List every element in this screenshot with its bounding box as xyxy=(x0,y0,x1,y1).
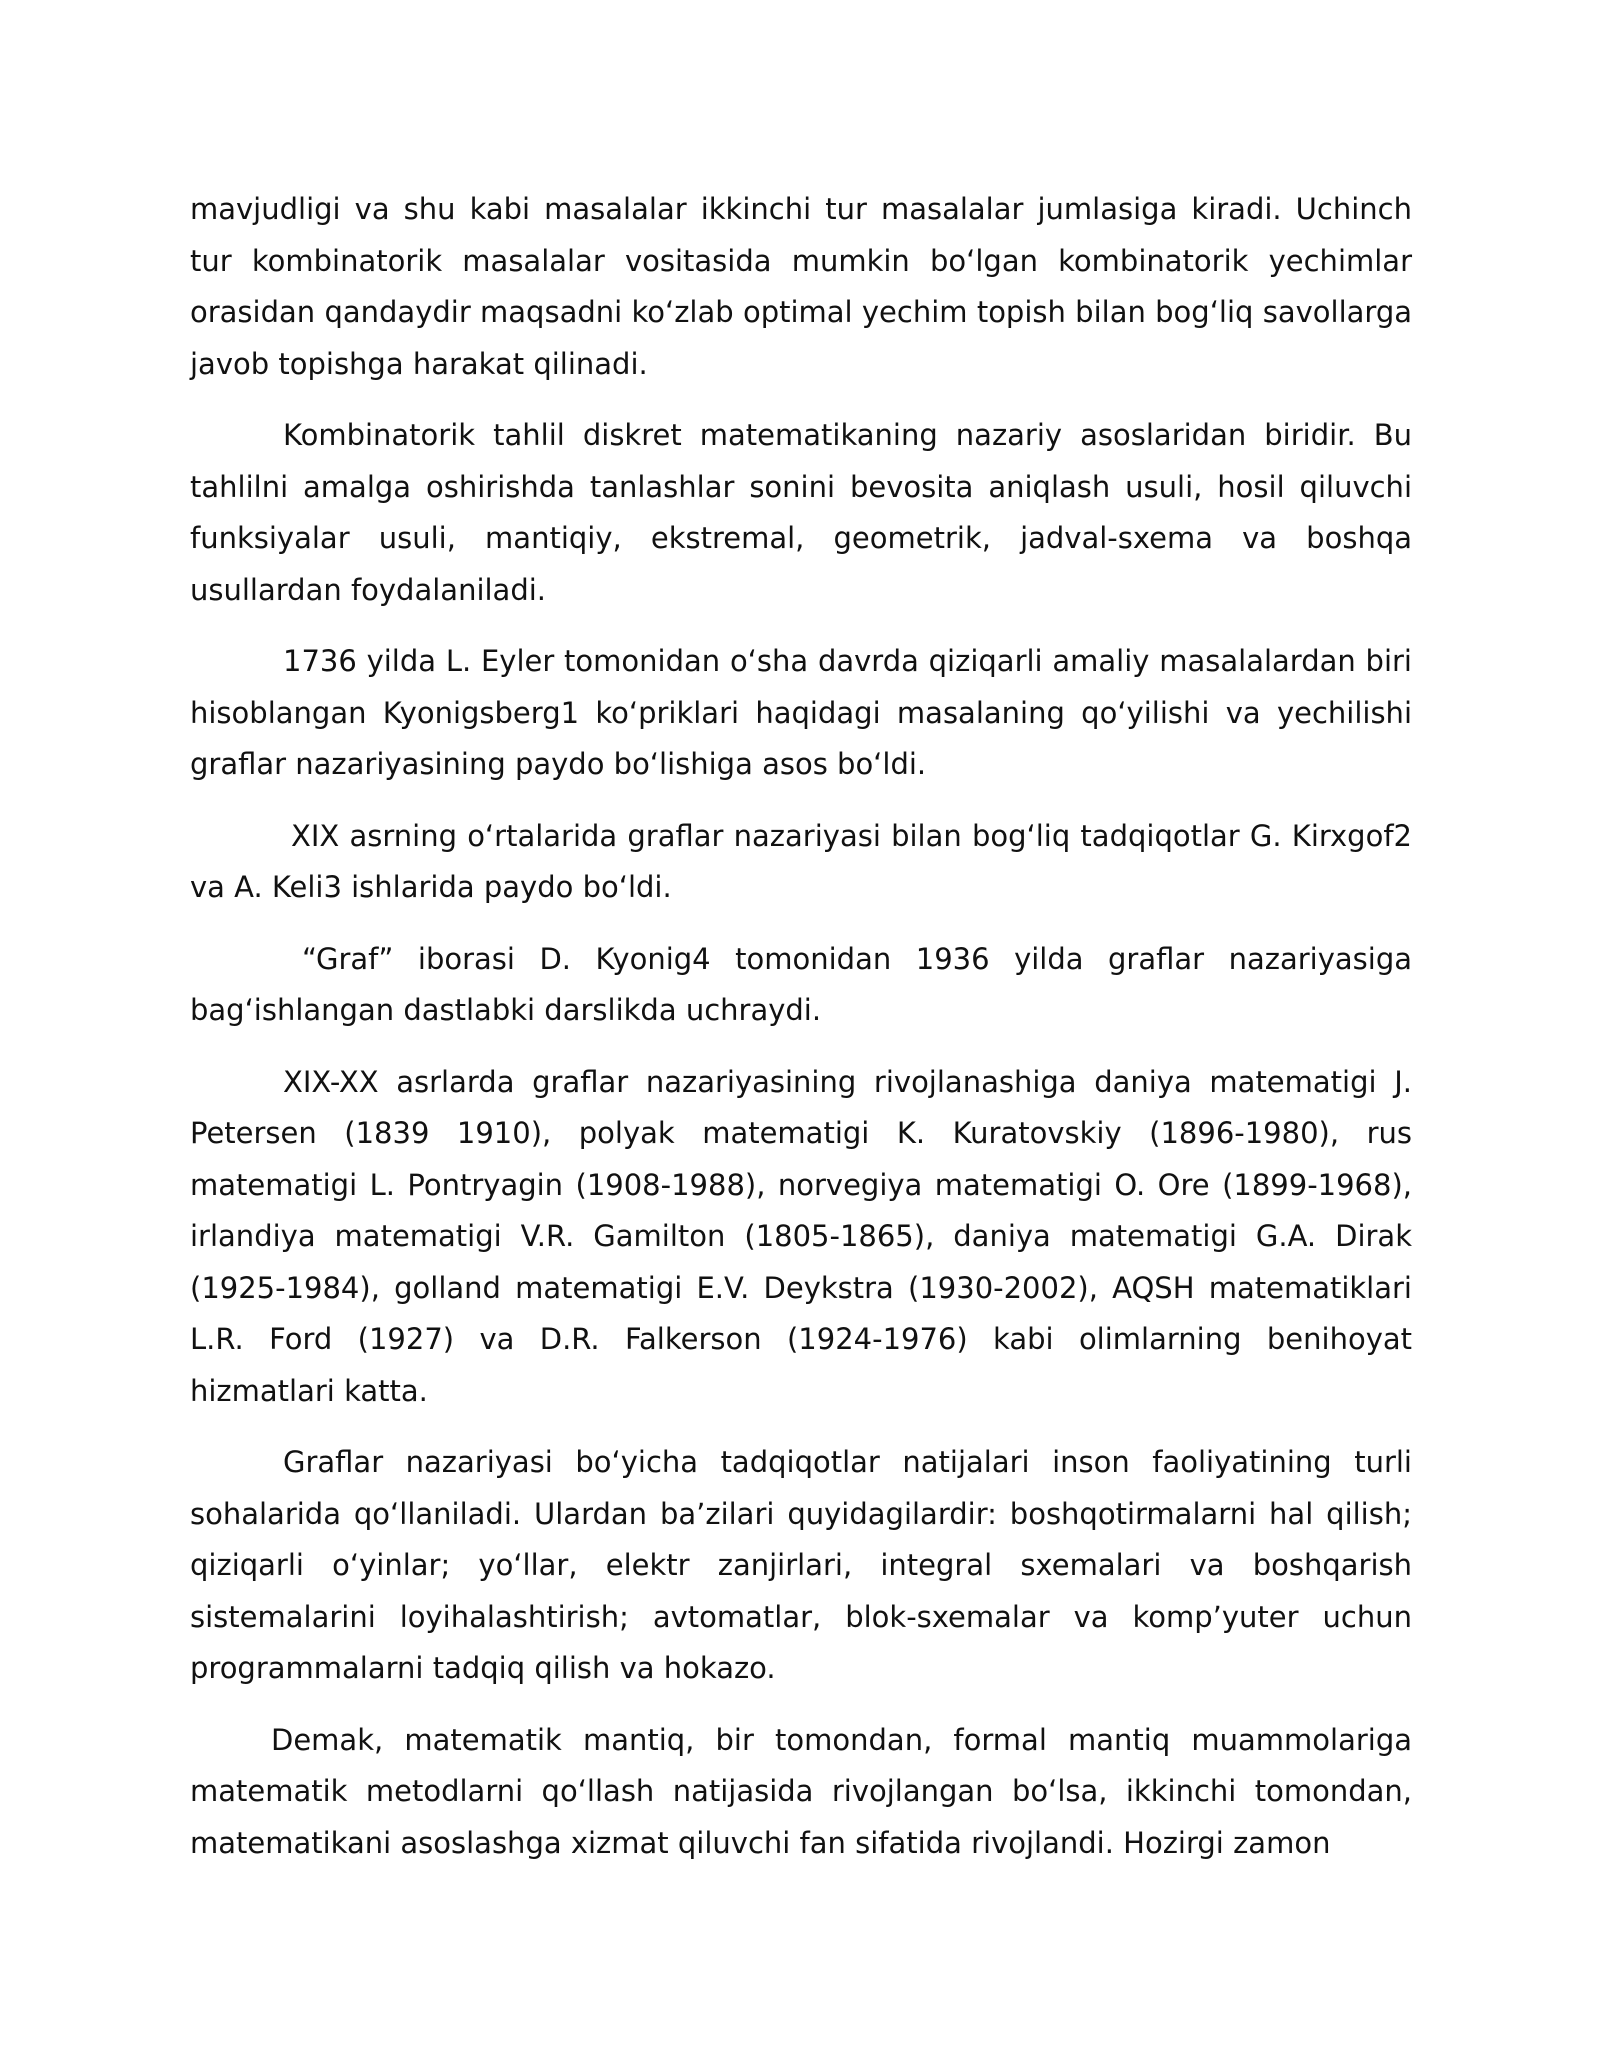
paragraph-7: Graflar nazariyasi bo‘yicha tadqiqotlar natijalari inson faoliyatining turli sohalarida qo‘llaniladi. Ulardan ba’zilari quyidagilardir: boshqotirmalarni hal qilish; qiziqarli o‘yinlar; yo‘llar, elektr zanjirlari, integral sxemalari va boshqarish sistemalarini loyihalashtirish; avtomatlar, blok-sxemalar va komp’yuter uchun programmalarni tadqiq qilish va hokazo. xyxy=(190,1445,1412,1685)
paragraph-2: Kombinatorik tahlil diskret matematikaning nazariy asoslaridan biridir. Bu tahlilni amalga oshirishda tanlashlar sonini bevosita aniqlash usuli, hosil qiluvchi funksiyalar usuli, mantiqiy, ekstremal, geometrik, jadval-sxema va boshqa usullardan foydalaniladi. xyxy=(190,418,1412,607)
document-body xyxy=(190,184,1412,1889)
paragraph-6: XIX-XX asrlarda graflar nazariyasining rivojlanashiga daniya matematigi J. Petersen (1839 1910), polyak matematigi K. Kuratovskiy (1896-1980), rus matematigi L. Pontryagin (1908-1988), norvegiya matematigi O. Ore (1899-1968), irlandiya matematigi V.R. Gamilton (1805-1865), daniya matematigi G.A. Dirak (1925-1984), golland matematigi E.V. Deykstra (1930-2002), AQSH matematiklari L.R. Ford (1927) va D.R. Falkerson (1924-1976) kabi olimlarning benihoyat hizmatlari katta. xyxy=(190,1064,1412,1408)
paragraph-1: mavjudligi va shu kabi masalalar ikkinchi tur masalalar jumlasiga kiradi. Uchinch tur kombinatorik masalalar vositasida mumkin bo‘lgan kombinatorik yechimlar orasidan qandaydir maqsadni ko‘zlab optimal yechim topish bilan bog‘liq savollarga javob topishga harakat qilinadi. xyxy=(190,192,1412,381)
paragraph-5: “Graf” iborasi D. Kyonig4 tomonidan 1936 yilda graflar nazariyasiga bag‘ishlangan dastlabki darslikda uchraydi. xyxy=(190,941,1412,1027)
paragraph-8: Demak, matematik mantiq, bir tomondan, formal mantiq muammolariga matematik metodlarni qo‘llash natijasida rivojlangan bo‘lsa, ikkinchi tomondan, matematikani asoslashga xizmat qiluvchi fan sifatida rivojlandi. Hozirgi zamon xyxy=(190,1722,1412,1860)
paragraph-4: XIX asrning o‘rtalarida graflar nazariyasi bilan bog‘liq tadqiqotlar G. Kirxgof2 va A. Keli3 ishlarida paydo bo‘ldi. xyxy=(190,818,1412,904)
paragraph-3: 1736 yilda L. Eyler tomonidan o‘sha davrda qiziqarli amaliy masalalardan biri hisoblangan Kyonigsberg1 ko‘priklari haqidagi masalaning qo‘yilishi va yechilishi graflar nazariyasining paydo bo‘lishiga asos bo‘ldi. xyxy=(190,644,1412,781)
